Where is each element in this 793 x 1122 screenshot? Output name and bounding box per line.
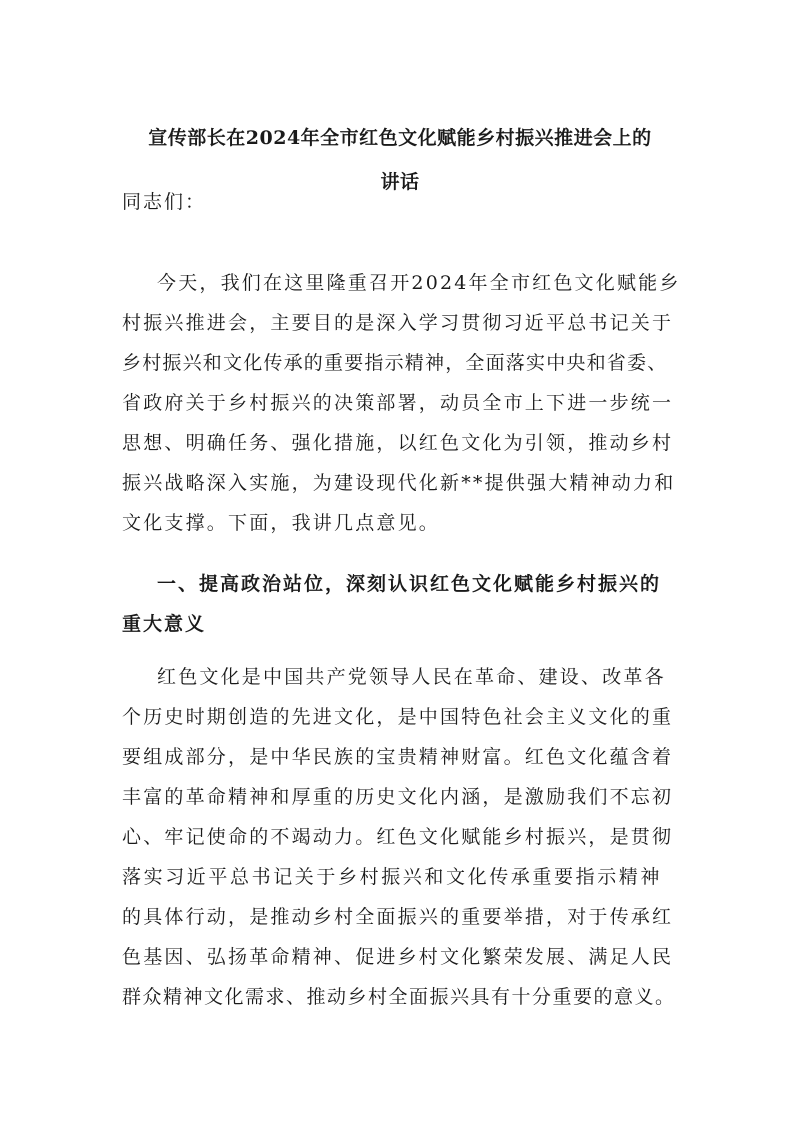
paragraph-2-line: 群众精神文化需求、推动乡村全面振兴具有十分重要的意义。 <box>122 986 676 1008</box>
paragraph-2-line: 落实习近平总书记关于乡村振兴和文化传承重要指示精神 <box>122 866 663 888</box>
paragraph-2-line: 要组成部分，是中华民族的宝贵精神财富。红色文化蕴含着 <box>122 746 674 768</box>
paragraph-2-line: 丰富的革命精神和厚重的历史文化内涵，是激励我们不忘初 <box>122 786 674 808</box>
paragraph-2-line: 色基因、弘扬革命精神、促进乡村文化繁荣发展、满足人民 <box>122 946 674 968</box>
section-heading-line: 一、提高政治站位，深刻认识红色文化赋能乡村振兴的 <box>157 573 662 595</box>
paragraph-2-line: 心、牢记使命的不竭动力。红色文化赋能乡村振兴，是贯彻 <box>122 826 674 848</box>
salutation: 同志们： <box>122 191 207 213</box>
paragraph-2-line: 的具体行动，是推动乡村全面振兴的重要举措，对于传承红 <box>122 906 674 928</box>
paragraph-1-line: 今天，我们在这里隆重召开2024年全市红色文化赋能乡 <box>157 272 681 294</box>
section-heading-line: 重大意义 <box>122 613 207 635</box>
paragraph-1-line: 村振兴推进会，主要目的是深入学习贯彻习近平总书记关于 <box>122 312 674 334</box>
paragraph-1-line: 乡村振兴和文化传承的重要指示精神，全面落实中央和省委、 <box>122 352 668 374</box>
paragraph-1-line: 省政府关于乡村振兴的决策部署，动员全市上下进一步统一 <box>122 392 674 414</box>
paragraph-1-line: 文化支撑。下面，我讲几点意见。 <box>122 512 441 534</box>
paragraph-1-line: 思想、明确任务、强化措施，以红色文化为引领，推动乡村 <box>122 432 674 454</box>
document-title-line-2: 讲话 <box>380 171 420 193</box>
paragraph-2-line: 红色文化是中国共产党领导人民在革命、建设、改革各 <box>157 666 666 688</box>
paragraph-2-line: 个历史时期创造的先进文化，是中国特色社会主义文化的重 <box>122 706 674 728</box>
paragraph-1-line: 振兴战略深入实施，为建设现代化新**提供强大精神动力和 <box>122 472 676 494</box>
document-title-line-1: 宣传部长在2024年全市红色文化赋能乡村振兴推进会上的 <box>148 127 652 149</box>
